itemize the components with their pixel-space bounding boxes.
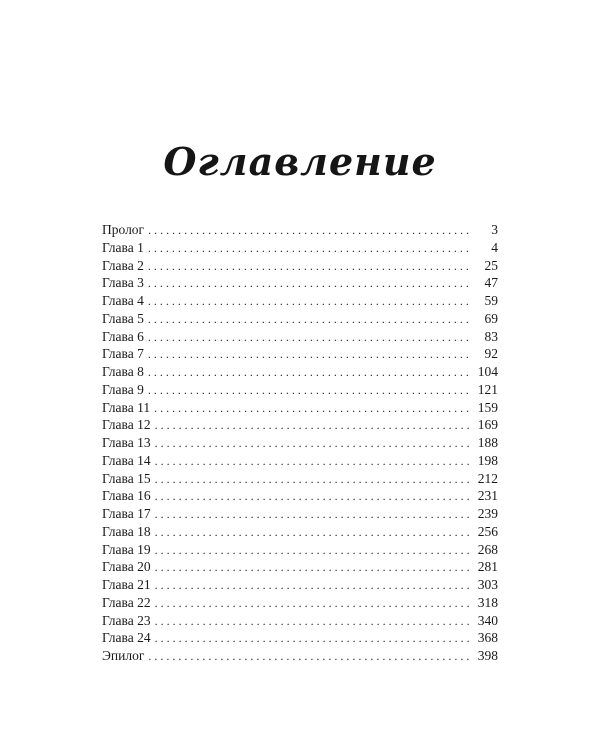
toc-entry-page-number: 239 (477, 506, 498, 521)
dot-leader (148, 240, 470, 258)
toc-entry-label: Глава 7 (102, 346, 144, 362)
toc-entry-label: Глава 5 (102, 310, 144, 326)
toc-entry (102, 612, 498, 630)
toc-entry-label: Глава 3 (102, 275, 144, 291)
toc-entry-label: Глава 24 (102, 630, 151, 646)
toc-entry (102, 381, 498, 399)
toc-entry (102, 434, 498, 452)
dot-leader (155, 542, 470, 560)
toc-entry (102, 363, 498, 381)
toc-entry-page-number: 59 (484, 293, 498, 308)
toc-entry-page-number: 169 (477, 417, 498, 433)
dot-leader (155, 417, 470, 435)
toc-entry-page-number: 398 (477, 648, 498, 663)
dot-leader (155, 613, 470, 631)
dot-leader (148, 329, 470, 347)
toc-entry-page-number: 318 (477, 594, 498, 610)
dot-leader (148, 311, 470, 329)
dot-leader (155, 453, 470, 471)
dot-leader (148, 648, 470, 666)
toc-entry-label: Глава 16 (102, 488, 151, 504)
toc-entry (102, 239, 498, 257)
dot-leader (155, 595, 470, 613)
toc-entry-label: Глава 20 (102, 559, 151, 575)
toc-entry-page-number: 281 (477, 559, 498, 575)
toc-entry (102, 257, 498, 275)
dot-leader (148, 258, 470, 276)
dot-leader (155, 488, 470, 506)
toc-entry-page-number: 47 (484, 275, 498, 291)
toc-entry-label: Глава 2 (102, 257, 144, 273)
toc-entry-label: Глава 9 (102, 381, 144, 397)
dot-leader (148, 382, 470, 400)
toc-entry (102, 221, 498, 239)
toc-entry-label: Глава 19 (102, 541, 151, 557)
toc-entry (102, 558, 498, 576)
toc-entry-label: Глава 22 (102, 594, 151, 610)
dot-leader (155, 630, 470, 648)
toc-entry-label: Глава 15 (102, 470, 151, 486)
toc-entry-page-number: 4 (491, 239, 498, 255)
toc-entry (102, 274, 498, 292)
dot-leader (155, 559, 470, 577)
toc-entry-label: Глава 17 (102, 506, 151, 521)
toc-entry-page-number: 368 (477, 630, 498, 646)
toc-entry (102, 629, 498, 647)
toc-entry (102, 399, 498, 417)
dot-leader (148, 346, 470, 364)
toc-entry (102, 310, 498, 328)
toc-entry (102, 647, 498, 665)
toc-entry-page-number: 121 (477, 381, 498, 397)
toc-entry-label: Глава 18 (102, 523, 151, 539)
toc-entry-page-number: 212 (477, 470, 498, 486)
toc-entry-label: Глава 12 (102, 417, 151, 433)
dot-leader (155, 471, 470, 489)
toc-entry (102, 505, 498, 523)
toc-entry (102, 416, 498, 434)
toc-entry-label: Глава 6 (102, 328, 144, 344)
toc-entry-page-number: 231 (477, 488, 498, 504)
toc-entry-page-number: 25 (484, 257, 498, 273)
toc-entry-label: Глава 8 (102, 364, 144, 379)
toc-entry-page-number: 303 (477, 577, 498, 592)
dot-leader (148, 275, 470, 293)
toc-entry-page-number: 340 (477, 612, 498, 628)
toc-entry-label: Глава 23 (102, 612, 151, 628)
toc-entry (102, 345, 498, 363)
toc-entry-label: Глава 13 (102, 435, 151, 450)
toc-entry-label: Глава 14 (102, 452, 151, 468)
toc-entry (102, 594, 498, 612)
toc-entry (102, 292, 498, 310)
dot-leader (148, 364, 470, 382)
toc-entry (102, 328, 498, 346)
toc-entry-label: Глава 4 (102, 293, 144, 308)
toc-entry-label: Эпилог (102, 648, 145, 663)
toc-title: Оглавление (163, 139, 437, 185)
toc-entry (102, 541, 498, 559)
toc-entry (102, 576, 498, 594)
toc-entry-page-number: 198 (477, 452, 498, 468)
toc-entry-label: Глава 1 (102, 239, 144, 255)
toc-entry-page-number: 3 (491, 222, 498, 237)
dot-leader (155, 524, 470, 542)
toc-entry (102, 452, 498, 470)
toc-entry-page-number: 92 (484, 346, 498, 362)
toc-entry-page-number: 83 (484, 328, 498, 344)
dot-leader (148, 293, 470, 311)
toc-entry-page-number: 188 (477, 435, 498, 450)
toc-entry (102, 523, 498, 541)
toc-entry-page-number: 69 (484, 310, 498, 326)
toc-entry-label: Глава 21 (102, 577, 151, 592)
toc-entry-page-number: 256 (477, 523, 498, 539)
toc-entry (102, 487, 498, 505)
dot-leader (155, 577, 470, 595)
toc-entry-page-number: 159 (477, 399, 498, 415)
toc-entry-label: Глава 11 (102, 399, 151, 415)
dot-leader (154, 400, 470, 418)
dot-leader (155, 435, 470, 453)
toc-entry-label: Пролог (102, 222, 145, 237)
dot-leader (148, 222, 470, 240)
dot-leader (155, 506, 470, 524)
toc-entry-page-number: 268 (477, 541, 498, 557)
toc-entry (102, 470, 498, 488)
toc-entry-page-number: 104 (477, 364, 498, 379)
toc-list (102, 221, 498, 665)
